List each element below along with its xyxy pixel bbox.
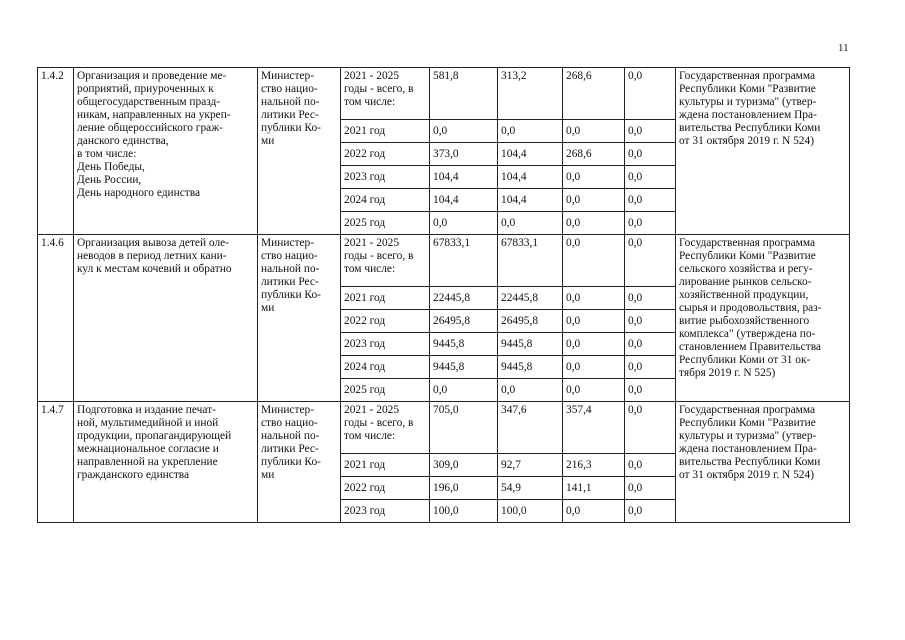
text-line: комплекса" (утверждена по- [679,328,816,340]
funding-v3 [563,379,625,402]
funding-v4 [625,500,676,523]
text-line: 2021 - 2025 [344,70,400,82]
funding-v3 [563,235,625,287]
cell-value: 0,0 [628,193,643,206]
text-line: ство нацио- [261,250,318,262]
state-program [676,68,850,235]
cell-value: 0,0 [628,124,643,137]
funding-v3 [563,143,625,166]
cell-value: 0,0 [628,237,643,249]
text-line: культуры и туризма" (утвер- [679,430,817,442]
funding-v1 [430,68,498,120]
funding-v1 [430,454,498,477]
funding-v3 [563,68,625,120]
text-line: нальной по- [261,430,320,442]
cell-value: 0,0 [628,216,643,229]
item-executor [258,235,341,402]
funding-v2 [498,379,563,402]
cell-value: 196,0 [433,481,459,494]
text-line: от 31 октября 2019 г. N 524) [679,135,814,147]
text-line: 2021 - 2025 [344,237,400,249]
text-line: Республики Коми "Развитие [679,83,816,95]
text-line: ление общероссийского граж- [77,122,223,134]
funding-v1 [430,310,498,333]
text-line: 2023 год [344,337,386,350]
text-line: роприятий, приуроченных к [77,83,214,95]
text-line: 2024 год [344,360,386,373]
cell-value: 104,4 [433,193,459,206]
cell-value: 26495,8 [433,314,471,327]
period [341,356,430,379]
cell-value: 0,0 [566,124,581,137]
funding-v2 [498,68,563,120]
funding-v3 [563,212,625,235]
cell-value: 0,0 [501,383,516,396]
state-program [676,235,850,402]
cell-value: 104,4 [501,193,527,206]
text-line: литики Рес- [261,109,319,121]
cell-value: 9445,8 [433,337,465,350]
cell-value: 67833,1 [501,237,539,249]
text-line: том числе: [344,430,396,442]
text-line: Министер- [261,237,314,249]
item-number [38,235,74,402]
cell-value: 705,0 [433,404,459,416]
funding-v3 [563,477,625,500]
text-line: Республики Коми "Развитие [679,250,816,262]
cell-value: 0,0 [628,404,643,416]
text-line: никам, направленных на укреп- [77,109,231,121]
text-line: ждена постановлением Пра- [679,109,817,121]
cell-value: 0,0 [501,124,516,137]
cell-value: 0,0 [628,360,643,373]
cell-value: 268,6 [566,147,592,160]
funding-v1 [430,402,498,454]
period [341,500,430,523]
funding-v4 [625,166,676,189]
funding-v1 [430,500,498,523]
text-line: ной, мультимедийной и иной [77,417,219,429]
text-line: Государственная программа [679,404,816,416]
funding-v3 [563,500,625,523]
cell-value: 9445,8 [433,360,465,373]
text-line: витие рыбохозяйственного [679,315,810,327]
text-line: Подготовка и издание печат- [77,404,216,416]
cell-value: 0,0 [566,291,581,304]
period [341,477,430,500]
funding-v4 [625,235,676,287]
cell-value: 313,2 [501,70,527,82]
funding-v3 [563,310,625,333]
cell-value: 0,0 [628,170,643,183]
text-line: нальной по- [261,263,320,275]
table-row [38,235,850,287]
text-line: продукции, пропагандирующей [77,430,232,442]
period [341,402,430,454]
text-line: хозяйственной продукции, [679,289,809,301]
funding-v1 [430,212,498,235]
cell-value: 0,0 [628,337,643,350]
funding-v4 [625,189,676,212]
text-line: от 31 октября 2019 г. N 524) [679,469,814,481]
cell-value: 92,7 [501,458,521,471]
text-line: общегосударственным празд- [77,96,221,108]
text-line: День народного единства [77,187,201,199]
funding-v3 [563,454,625,477]
cell-value: 67833,1 [433,237,471,249]
text-line: День Победы, [77,161,145,173]
funding-v1 [430,477,498,500]
funding-v2 [498,454,563,477]
funding-v2 [498,310,563,333]
funding-v4 [625,120,676,143]
funding-v2 [498,287,563,310]
cell-value: 0,0 [566,360,581,373]
text-line: Государственная программа [679,237,816,249]
period [341,454,430,477]
text-line: нальной по- [261,96,320,108]
period [341,333,430,356]
cell-value: 0,0 [628,504,643,517]
cell-value: 0,0 [566,504,581,517]
period [341,310,430,333]
text-line: вительства Республики Коми [679,122,821,134]
cell-value: 100,0 [433,504,459,517]
funding-v4 [625,356,676,379]
cell-value: 0,0 [628,314,643,327]
text-line: Республики Коми "Развитие [679,417,816,429]
period [341,379,430,402]
funding-v1 [430,120,498,143]
funding-v3 [563,166,625,189]
cell-value: 0,0 [501,216,516,229]
period [341,143,430,166]
cell-value: 0,0 [433,383,448,396]
funding-v3 [563,402,625,454]
text-line: 2022 год [344,481,386,494]
text-line: 2022 год [344,147,386,160]
cell-value: 0,0 [566,216,581,229]
text-line: том числе: [344,96,396,108]
text-line: Государственная программа [679,70,816,82]
state-program [676,402,850,523]
funding-v2 [498,166,563,189]
text-line: публики Ко- [261,289,321,301]
cell-value: 1.4.7 [41,404,64,416]
text-line: литики Рес- [261,276,319,288]
text-line: 2023 год [344,504,386,517]
item-name [74,402,258,523]
text-line: годы - всего, в [344,417,414,429]
cell-value: 0,0 [433,216,448,229]
funding-v3 [563,189,625,212]
text-line: том числе: [344,263,396,275]
text-line: литики Рес- [261,443,319,455]
item-executor [258,68,341,235]
text-line: 2024 год [344,193,386,206]
item-name [74,235,258,402]
cell-value: 0,0 [566,383,581,396]
funding-v1 [430,333,498,356]
funding-v4 [625,212,676,235]
funding-v2 [498,120,563,143]
text-line: данского единства, [77,135,169,147]
text-line: направленной на укрепление [77,456,218,468]
funding-v1 [430,189,498,212]
text-line: публики Ко- [261,456,321,468]
cell-value: 0,0 [628,291,643,304]
text-line: гражданского единства [77,469,190,481]
period [341,189,430,212]
cell-value: 1.4.6 [41,237,64,249]
item-number [38,402,74,523]
text-line: ми [261,469,275,481]
funding-v4 [625,402,676,454]
table-row [38,402,850,454]
cell-value: 0,0 [566,170,581,183]
cell-value: 373,0 [433,147,459,160]
cell-value: 104,4 [433,170,459,183]
cell-value: 9445,8 [501,337,533,350]
funding-v2 [498,235,563,287]
table-body [38,68,850,523]
cell-value: 0,0 [628,458,643,471]
funding-v2 [498,402,563,454]
text-line: 2021 год [344,291,386,304]
cell-value: 0,0 [628,481,643,494]
text-line: Организация вывоза детей оле- [77,237,230,249]
cell-value: 54,9 [501,481,521,494]
period [341,235,430,287]
period [341,68,430,120]
funding-v4 [625,68,676,120]
funding-v3 [563,333,625,356]
cell-value: 0,0 [628,70,643,82]
text-line: публики Ко- [261,122,321,134]
period [341,212,430,235]
text-line: ми [261,135,275,147]
funding-v2 [498,500,563,523]
funding-v3 [563,356,625,379]
text-line: годы - всего, в [344,83,414,95]
text-line: День России, [77,174,142,186]
text-line: 2021 год [344,458,386,471]
table-row [38,68,850,120]
cell-value: 357,4 [566,404,592,416]
text-line: кул к местам кочевий и обратно [77,263,232,275]
funding-v1 [430,235,498,287]
cell-value: 26495,8 [501,314,539,327]
text-line: 2021 год [344,124,386,137]
page-number: 11 [838,42,849,54]
cell-value: 581,8 [433,70,459,82]
text-line: неводов в период летних кани- [77,250,227,262]
text-line: тября 2019 г. N 525) [679,367,776,379]
funding-v4 [625,310,676,333]
cell-value: 0,0 [433,124,448,137]
funding-v4 [625,379,676,402]
cell-value: 309,0 [433,458,459,471]
cell-value: 216,3 [566,458,592,471]
item-name [74,68,258,235]
funding-v4 [625,287,676,310]
funding-v2 [498,477,563,500]
funding-v1 [430,287,498,310]
funding-v4 [625,333,676,356]
text-line: 2021 - 2025 [344,404,400,416]
funding-v2 [498,143,563,166]
funding-v4 [625,477,676,500]
period [341,287,430,310]
funding-v1 [430,166,498,189]
period [341,120,430,143]
text-line: Министер- [261,404,314,416]
funding-v3 [563,287,625,310]
cell-value: 1.4.2 [41,70,64,82]
text-line: межнациональное согласие и [77,443,219,455]
text-line: сельского хозяйства и регу- [679,263,813,275]
cell-value: 0,0 [566,237,581,249]
text-line: Министер- [261,70,314,82]
funding-v1 [430,143,498,166]
cell-value: 141,1 [566,481,592,494]
funding-v4 [625,454,676,477]
funding-v2 [498,356,563,379]
period [341,166,430,189]
text-line: 2022 год [344,314,386,327]
text-line: сырья и продовольствия, раз- [679,302,822,314]
funding-v1 [430,356,498,379]
text-line: ми [261,302,275,314]
funding-v1 [430,379,498,402]
funding-v2 [498,212,563,235]
text-line: культуры и туризма" (утвер- [679,96,817,108]
cell-value: 0,0 [566,193,581,206]
cell-value: 22445,8 [433,291,471,304]
cell-value: 0,0 [628,147,643,160]
cell-value: 9445,8 [501,360,533,373]
text-line: ство нацио- [261,417,318,429]
text-line: ство нацио- [261,83,318,95]
text-line: 2025 год [344,383,386,396]
text-line: 2025 год [344,216,386,229]
text-line: 2023 год [344,170,386,183]
cell-value: 268,6 [566,70,592,82]
text-line: становлением Правительства [679,341,821,353]
cell-value: 0,0 [628,383,643,396]
item-number [38,68,74,235]
funding-v4 [625,143,676,166]
text-line: в том числе: [77,148,137,160]
item-executor [258,402,341,523]
cell-value: 347,6 [501,404,527,416]
funding-v3 [563,120,625,143]
cell-value: 100,0 [501,504,527,517]
cell-value: 0,0 [566,314,581,327]
text-line: вительства Республики Коми [679,456,821,468]
funding-v2 [498,333,563,356]
cell-value: 104,4 [501,170,527,183]
text-line: годы - всего, в [344,250,414,262]
funding-v2 [498,189,563,212]
text-line: Республики Коми от 31 ок- [679,354,811,366]
budget-table [37,67,850,523]
cell-value: 22445,8 [501,291,539,304]
text-line: лирование рынков сельско- [679,276,812,288]
cell-value: 104,4 [501,147,527,160]
cell-value: 0,0 [566,337,581,350]
text-line: ждена постановлением Пра- [679,443,817,455]
text-line: Организация и проведение ме- [77,70,227,82]
